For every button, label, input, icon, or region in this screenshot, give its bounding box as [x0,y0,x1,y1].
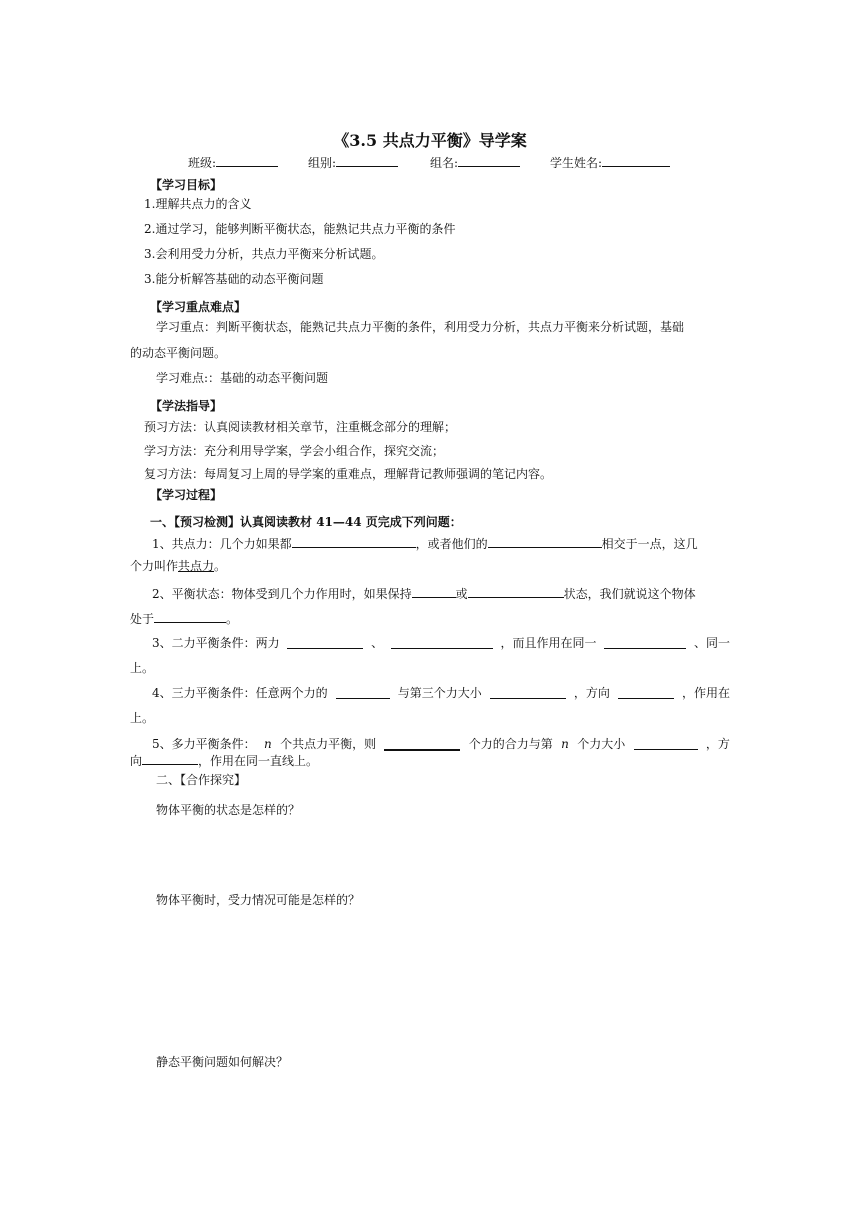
q1-blank-1[interactable] [292,535,416,548]
q1-line1 [152,535,698,551]
q1-line2-text: 个力叫作 [130,559,179,573]
q1-text-a: 1、共点力：几个力如果都 [152,537,292,551]
focus-text: 学习重点：判断平衡状态，能熟记共点力平衡的条件，利用受力分析，共点力平衡来分析试题，基础 [156,320,685,334]
goal-item: 3.能分析解答基础的动态平衡问题 [144,272,324,286]
student-name-field [550,154,670,170]
group-name-blank[interactable] [458,154,520,167]
q3-text-c: ，而且作用在同一 [500,636,597,650]
q5-line2 [130,752,318,768]
student-name-label: 学生姓名: [550,156,603,170]
q4-text-d: ，作用在 [681,686,730,700]
q2-text-a: 2、平衡状态：物体受到几个力作用时，如果保持 [152,587,412,601]
q2-blank-2[interactable] [468,585,564,598]
goal-item: 2.通过学习，能够判断平衡状态，能熟记共点力平衡的条件 [144,222,456,236]
group-name-label: 组名: [430,156,459,170]
q3-text-b: 、 [371,636,384,650]
q3-text-a: 3、二力平衡条件：两力 [152,636,280,650]
q5-line2-end: ，作用在同一直线上。 [198,754,319,768]
q2-blank-1[interactable] [412,585,456,598]
difficulty-text: 学习难点:：基础的动态平衡问题 [156,371,329,385]
method-item: 预习方法：认真阅读教材相关章节，注重概念部分的理解； [144,420,457,434]
q1-text-b: ，或者他们的 [415,537,488,551]
q2-line1 [152,585,696,601]
q5-text-c: 个力的合力与第 [468,737,553,751]
group-blank[interactable] [336,154,398,167]
student-name-blank[interactable] [602,154,670,167]
goal-item: 3.会利用受力分析，共点力平衡来分析试题。 [144,247,384,261]
group-field [308,154,398,170]
group-label: 组别: [308,156,337,170]
q3-blank-1[interactable] [287,636,363,649]
q2-line2 [130,610,238,626]
part1-prefix: 一、【预习检测】 [150,515,241,529]
inquiry-question: 静态平衡问题如何解决？ [156,1055,289,1069]
q5-line1 [152,737,730,751]
q2-line2-text: 处于 [130,612,155,626]
q1-text-c: 相交于一点，这几 [601,537,698,551]
q5-var-n2: n [561,737,569,751]
q3-text-d: 、同一 [693,636,730,650]
part1-heading [150,515,462,529]
q3-line2: 上。 [130,661,155,675]
goal-item: 1.理解共点力的含义 [144,197,252,211]
q4-line2: 上。 [130,711,155,725]
inquiry-question: 物体平衡的状态是怎样的？ [156,803,301,817]
part2-heading: 二、【合作探究】 [156,773,247,787]
q4-line1 [152,686,730,700]
q5-blank-3[interactable] [142,752,198,765]
q3-blank-2[interactable] [391,636,493,649]
class-blank[interactable] [216,154,278,167]
page-title: 《3.5 共点力平衡》导学案 [333,131,527,150]
q1-term: 共点力 [178,559,215,573]
q4-blank-3[interactable] [618,686,674,699]
q2-text-b: 或 [455,587,468,601]
q4-text-a: 4、三力平衡条件：任意两个力的 [152,686,328,700]
q1-blank-2[interactable] [488,535,602,548]
q4-text-c: ，方向 [573,686,610,700]
inquiry-question: 物体平衡时，受力情况可能是怎样的？ [156,893,361,907]
q5-line2-text: 向 [130,754,143,768]
focus-text-cont: 的动态平衡问题。 [130,346,227,360]
q3-line1 [152,636,730,650]
q5-text-d: 个力大小 [577,737,626,751]
q1-line2-end: 。 [214,559,227,573]
q4-text-b: 与第三个力大小 [397,686,482,700]
method-item: 学习方法：充分利用导学案，学会小组合作，探究交流； [144,444,445,458]
method-item: 复习方法：每周复习上周的导学案的重难点，理解背记教师强调的笔记内容。 [144,467,553,481]
q5-text-b: 个共点力平衡，则 [280,737,377,751]
q3-blank-3[interactable] [604,636,686,649]
class-field [188,154,278,170]
goals-heading: 【学习目标】 [150,178,223,192]
process-heading: 【学习过程】 [150,488,223,502]
q2-blank-3[interactable] [154,610,226,623]
q1-line2 [130,559,226,573]
q5-var-n: n [263,737,272,751]
q5-text-a: 5、多力平衡条件： [152,737,256,751]
q5-blank-1[interactable] [384,737,460,751]
q4-blank-1[interactable] [336,686,390,699]
q2-line2-end: 。 [226,612,239,626]
class-label: 班级: [188,156,217,170]
q4-blank-2[interactable] [490,686,566,699]
q5-blank-2[interactable] [634,737,698,750]
part1-title: 认真阅读教材 41—44 页完成下列问题： [240,515,462,529]
key-points-heading: 【学习重点难点】 [150,300,247,314]
method-heading: 【学法指导】 [150,399,223,413]
q2-text-c: 状态，我们就说这个物体 [563,587,696,601]
group-name-field [430,154,520,170]
q5-text-e: ，方 [705,737,730,751]
